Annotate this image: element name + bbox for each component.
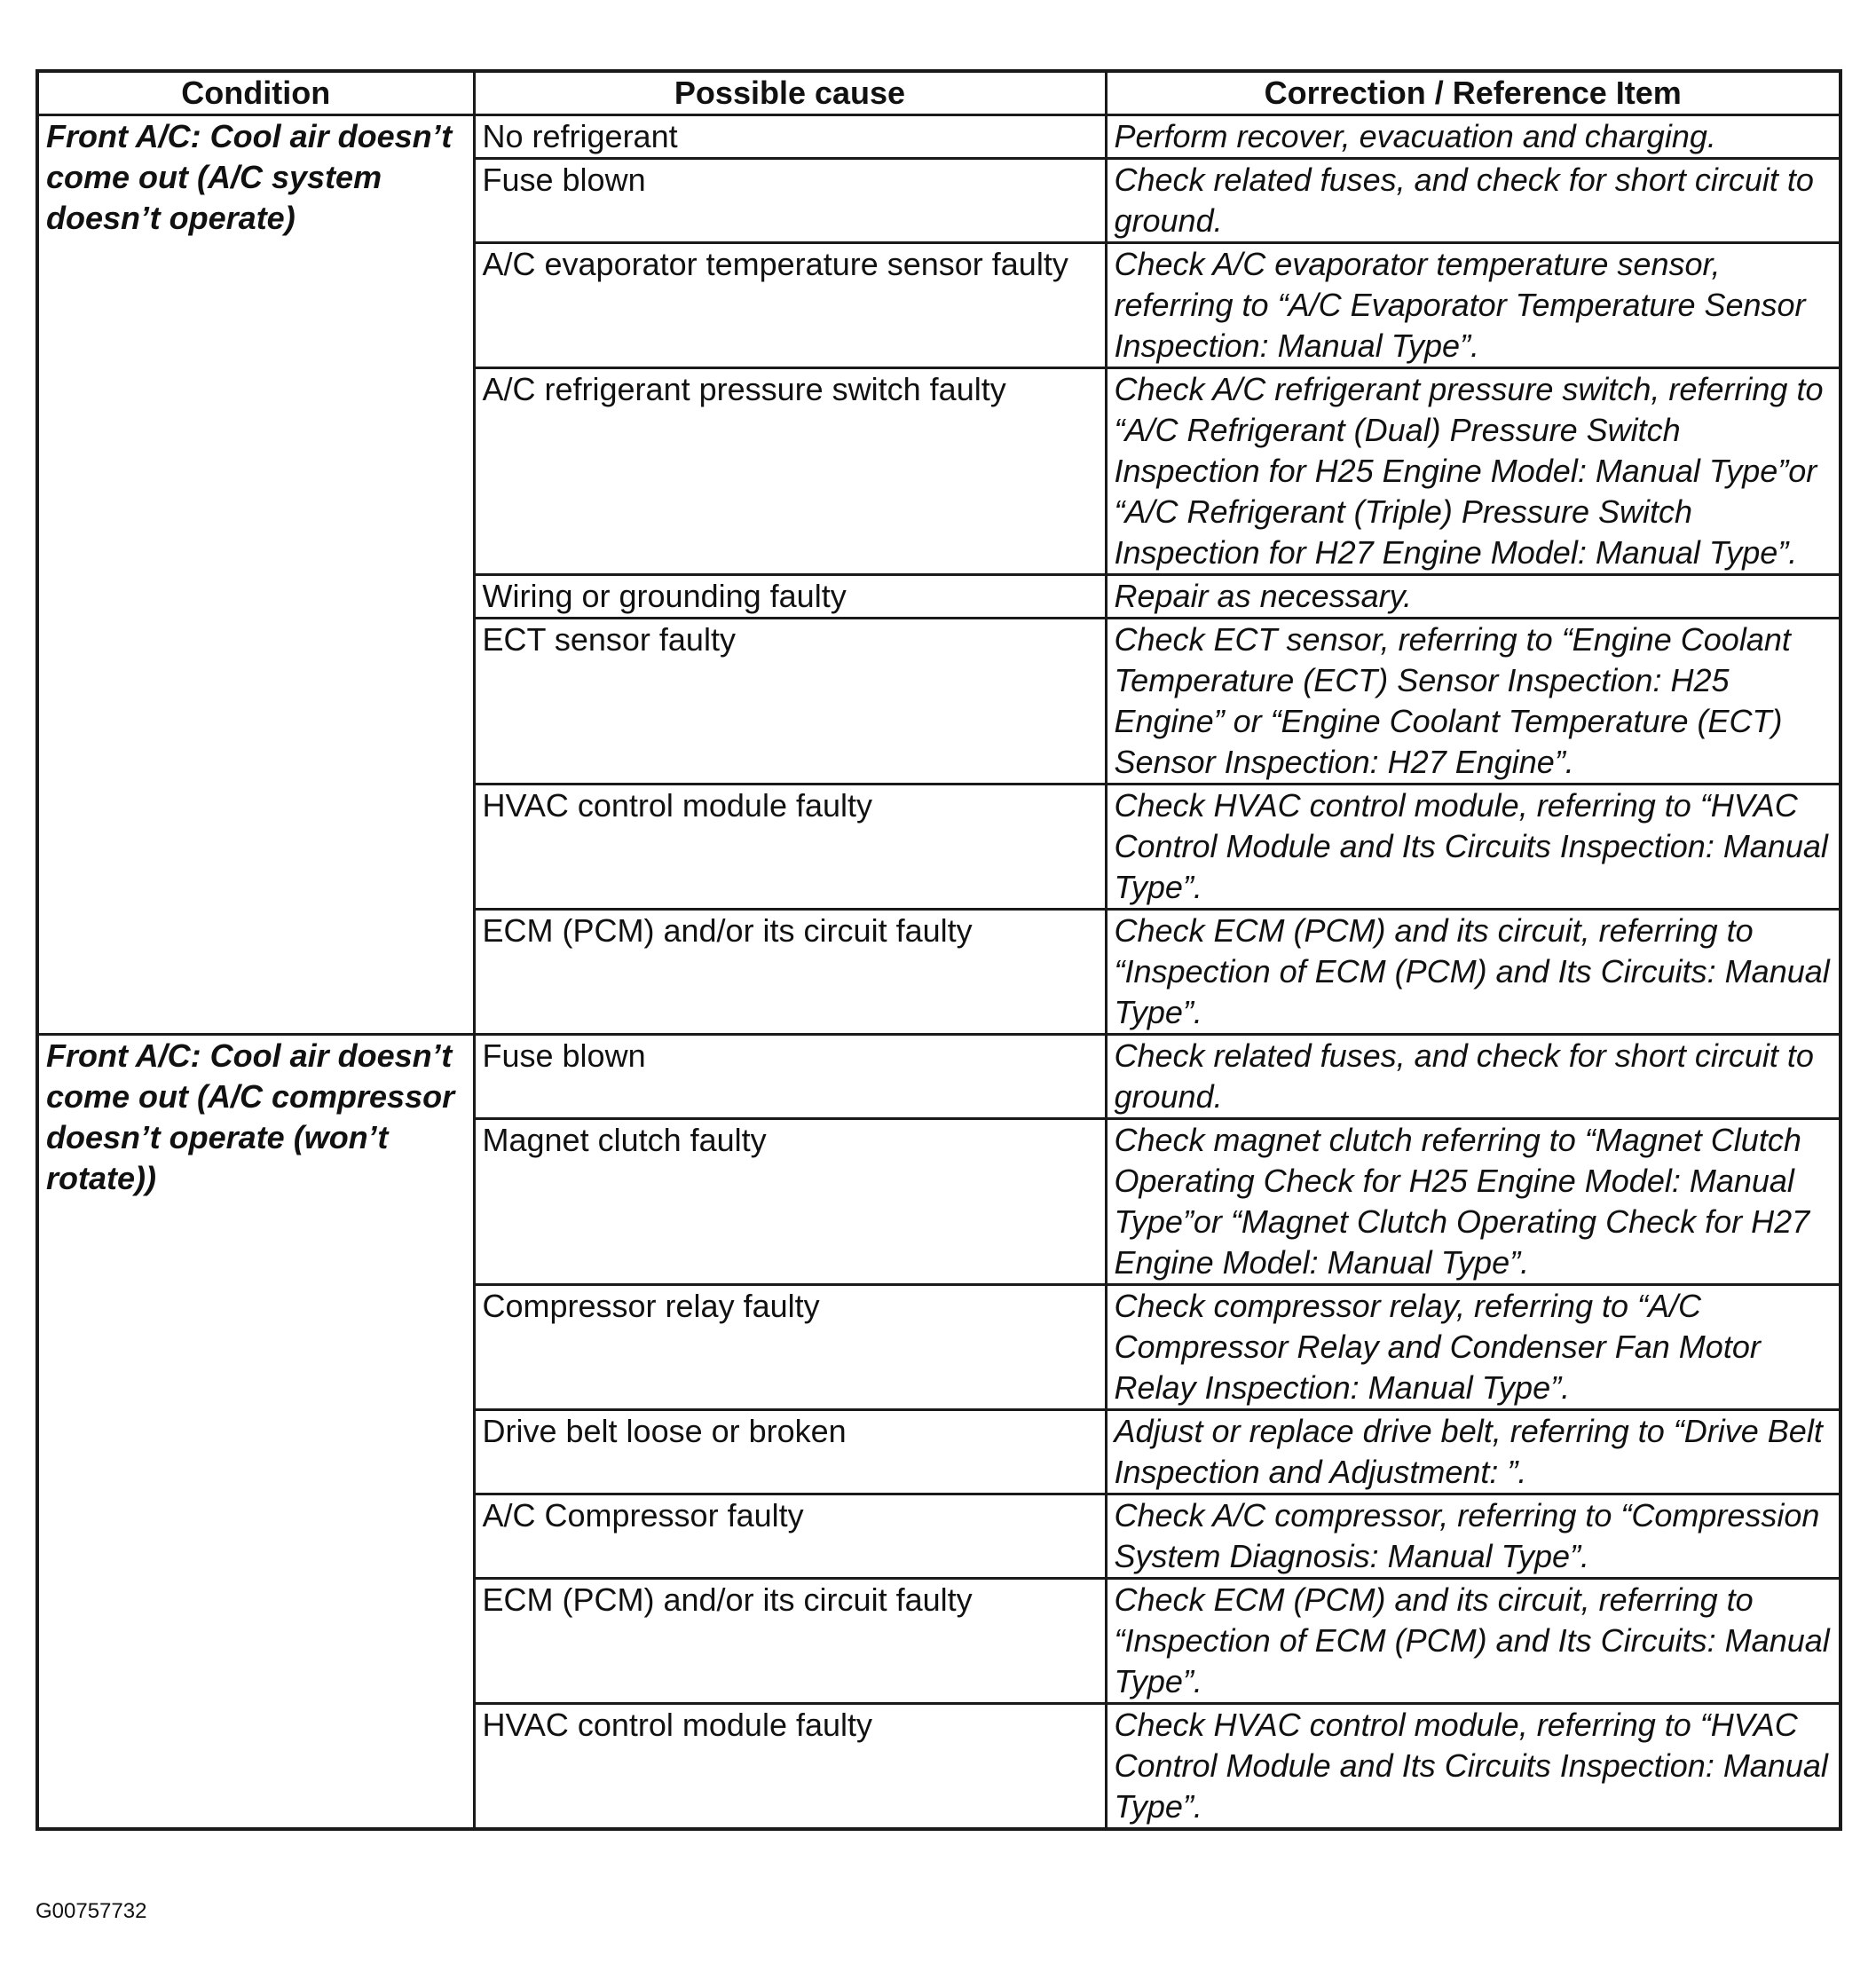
possible-cause-cell: Fuse blown [474,1035,1106,1119]
possible-cause-cell: Wiring or grounding faulty [474,575,1106,619]
correction-cell: Check ECM (PCM) and its circuit, referring to “Inspection of ECM (PCM) and Its Circuits: Manual Type”. [1106,910,1841,1035]
correction-cell: Check ECT sensor, referring to “Engine Coolant Temperature (ECT) Sensor Inspection: H25 Engine” or “Engine Coolant Temperature (ECT) Sensor Inspection: H27 Engine”. [1106,619,1841,785]
possible-cause-cell: Compressor relay faulty [474,1285,1106,1410]
condition-cell: Front A/C: Cool air doesn’t come out (A/C system doesn’t operate) [37,115,474,1035]
figure-id: G00757732 [35,1899,147,1923]
possible-cause-cell: Magnet clutch faulty [474,1119,1106,1285]
correction-cell: Perform recover, evacuation and charging. [1106,115,1841,159]
header-possible-cause: Possible cause [474,71,1106,115]
correction-cell: Check ECM (PCM) and its circuit, referring to “Inspection of ECM (PCM) and Its Circuits: Manual Type”. [1106,1579,1841,1704]
correction-cell: Check magnet clutch referring to “Magnet Clutch Operating Check for H25 Engine Model: Manual Type”or “Magnet Clutch Operating Check for H27 Engine Model: Manual Type”. [1106,1119,1841,1285]
table-row [37,1035,1841,1119]
possible-cause-cell: A/C evaporator temperature sensor faulty [474,243,1106,368]
correction-cell: Check related fuses, and check for short circuit to ground. [1106,1035,1841,1119]
possible-cause-cell: ECT sensor faulty [474,619,1106,785]
possible-cause-cell: Fuse blown [474,159,1106,243]
correction-cell: Adjust or replace drive belt, referring to “Drive Belt Inspection and Adjustment: ”. [1106,1410,1841,1494]
possible-cause-cell: Drive belt loose or broken [474,1410,1106,1494]
correction-cell: Check HVAC control module, referring to “HVAC Control Module and Its Circuits Inspection: Manual Type”. [1106,785,1841,910]
possible-cause-cell: No refrigerant [474,115,1106,159]
table-body [37,115,1841,1830]
header-row [37,71,1841,115]
correction-cell: Check A/C compressor, referring to “Compression System Diagnosis: Manual Type”. [1106,1494,1841,1579]
correction-cell: Check A/C refrigerant pressure switch, referring to “A/C Refrigerant (Dual) Pressure Switch Inspection for H25 Engine Model: Manual Type”or “A/C Refrigerant (Triple) Pressure Switch Inspection for H27 Engine Model: Manual Type”. [1106,368,1841,575]
header-correction: Correction / Reference Item [1106,71,1841,115]
correction-cell: Check related fuses, and check for short circuit to ground. [1106,159,1841,243]
table-row [37,115,1841,159]
possible-cause-cell: HVAC control module faulty [474,785,1106,910]
header-condition: Condition [37,71,474,115]
possible-cause-cell: ECM (PCM) and/or its circuit faulty [474,910,1106,1035]
possible-cause-cell: ECM (PCM) and/or its circuit faulty [474,1579,1106,1704]
troubleshooting-table [35,69,1842,1831]
possible-cause-cell: A/C Compressor faulty [474,1494,1106,1579]
condition-cell: Front A/C: Cool air doesn’t come out (A/C compressor doesn’t operate (won’t rotate)) [37,1035,474,1830]
correction-cell: Check compressor relay, referring to “A/C Compressor Relay and Condenser Fan Motor Relay Inspection: Manual Type”. [1106,1285,1841,1410]
possible-cause-cell: HVAC control module faulty [474,1704,1106,1830]
correction-cell: Check HVAC control module, referring to “HVAC Control Module and Its Circuits Inspection: Manual Type”. [1106,1704,1841,1830]
correction-cell: Check A/C evaporator temperature sensor, referring to “A/C Evaporator Temperature Sensor Inspection: Manual Type”. [1106,243,1841,368]
correction-cell: Repair as necessary. [1106,575,1841,619]
possible-cause-cell: A/C refrigerant pressure switch faulty [474,368,1106,575]
